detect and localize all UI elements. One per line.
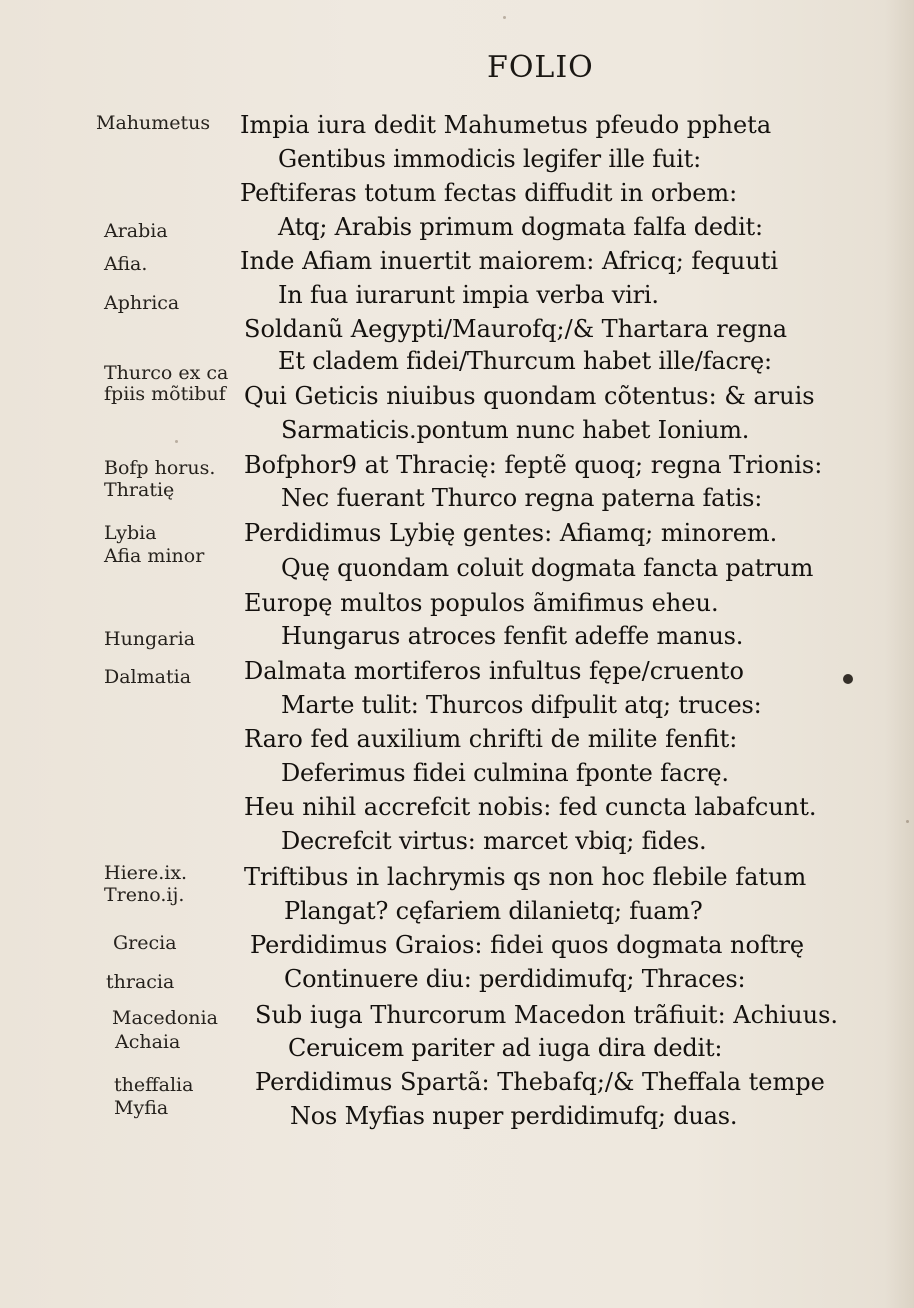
verse-line-indented: Decrefcit virtus: marcet vbiq; fides. [281, 827, 707, 855]
verse-line-indented: Atq; Arabis primum dogmata falfa dedit: [278, 213, 763, 241]
folio-header: FOLIO [487, 50, 594, 85]
verse-line: Impia iura dedit Mahumetus pfeudo ppheta [240, 111, 772, 139]
verse-line: Heu nihil accrefcit nobis: fed cuncta labafcunt. [244, 793, 817, 821]
verse-line-indented: Marte tulit: Thurcos difpulit atq; truces: [281, 691, 762, 719]
verse-line-indented: Plangat? cęfariem dilanietq; fuam? [284, 897, 703, 925]
verse-line: Europę multos populos ãmifimus eheu. [244, 589, 719, 617]
verse-line-indented: In fua iurarunt impia verba viri. [278, 281, 659, 309]
marginal-gloss: Afia. [104, 253, 148, 275]
verse-line: Perdidimus Graios: fidei quos dogmata noftrę [250, 931, 805, 959]
verse-line-indented: Continuere diu: perdidimufq; Thraces: [284, 965, 746, 993]
marginal-gloss: Myfia [114, 1097, 169, 1119]
marginal-gloss: Bofp horus. [104, 457, 216, 479]
verse-line: Dalmata mortiferos infultus fępe/cruento [244, 657, 744, 685]
ink-blot [843, 674, 853, 684]
verse-line-indented: Et cladem fidei/Thurcum habet ille/facrę: [278, 347, 772, 375]
verse-line: Sub iuga Thurcorum Macedon trãfiuit: Achiuus. [255, 1001, 839, 1029]
verse-line-indented: Nec fuerant Thurco regna paterna fatis: [281, 484, 763, 512]
marginal-gloss: Hungaria [104, 628, 196, 650]
paper-speck [906, 820, 909, 823]
verse-line-indented: Deferimus fidei culmina fponte facrę. [281, 759, 729, 787]
verse-line: Inde Afiam inuertit maiorem: Africq; fequuti [240, 247, 779, 275]
verse-line-indented: Ceruicem pariter ad iuga dira dedit: [288, 1034, 723, 1062]
verse-line-indented: Gentibus immodicis legifer ille fuit: [278, 145, 701, 173]
paper-speck [503, 16, 506, 19]
verse-line-indented: Hungarus atroces fenfit adeffe manus. [281, 622, 744, 650]
verse-line: Soldanũ Aegypti/Maurofq;/& Thartara regna [244, 315, 788, 343]
marginal-gloss: Dalmatia [104, 666, 192, 688]
paper-speck [175, 440, 178, 443]
marginal-gloss: Achaia [115, 1031, 181, 1053]
verse-line: Perdidimus Spartã: Thebafq;/& Theffala tempe [255, 1068, 825, 1096]
marginal-gloss: Afia minor [104, 545, 205, 567]
marginal-gloss: Aphrica [104, 292, 180, 314]
marginal-gloss: Lybia [104, 522, 157, 544]
verse-line: Perdidimus Lybię gentes: Afiamq; minorem. [244, 519, 778, 547]
marginal-gloss: Mahumetus [96, 112, 211, 134]
marginal-gloss: Thurco ex ca [104, 362, 229, 384]
verse-line: Triftibus in lachrymis qs non hoc flebile fatum [244, 863, 807, 891]
marginal-gloss: theffalia [114, 1074, 194, 1096]
verse-line-indented: Nos Myfias nuper perdidimufq; duas. [290, 1102, 738, 1130]
marginal-gloss: Treno.ij. [104, 884, 185, 906]
marginal-gloss: Arabia [104, 220, 168, 242]
verse-line-indented: Sarmaticis.pontum nunc habet Ionium. [281, 416, 750, 444]
verse-line: Raro fed auxilium chrifti de milite fenfit: [244, 725, 738, 753]
verse-line-indented: Quę quondam coluit dogmata fancta patrum [281, 554, 814, 582]
marginal-gloss: fpiis mõtibuf [104, 383, 226, 405]
marginal-gloss: Thratię [104, 479, 175, 501]
verse-line: Bofphor9 at Thracię: feptẽ quoq; regna Trionis: [244, 451, 823, 479]
marginal-gloss: Macedonia [112, 1007, 218, 1029]
marginal-gloss: Hiere.ix. [104, 862, 188, 884]
marginal-gloss: Grecia [113, 932, 177, 954]
verse-line: Peftiferas totum fectas diffudit in orbem: [240, 179, 738, 207]
verse-line: Qui Geticis niuibus quondam cõtentus: & aruis [244, 382, 815, 410]
marginal-gloss: thracia [106, 971, 175, 993]
page-edge-shadow [884, 0, 914, 1308]
